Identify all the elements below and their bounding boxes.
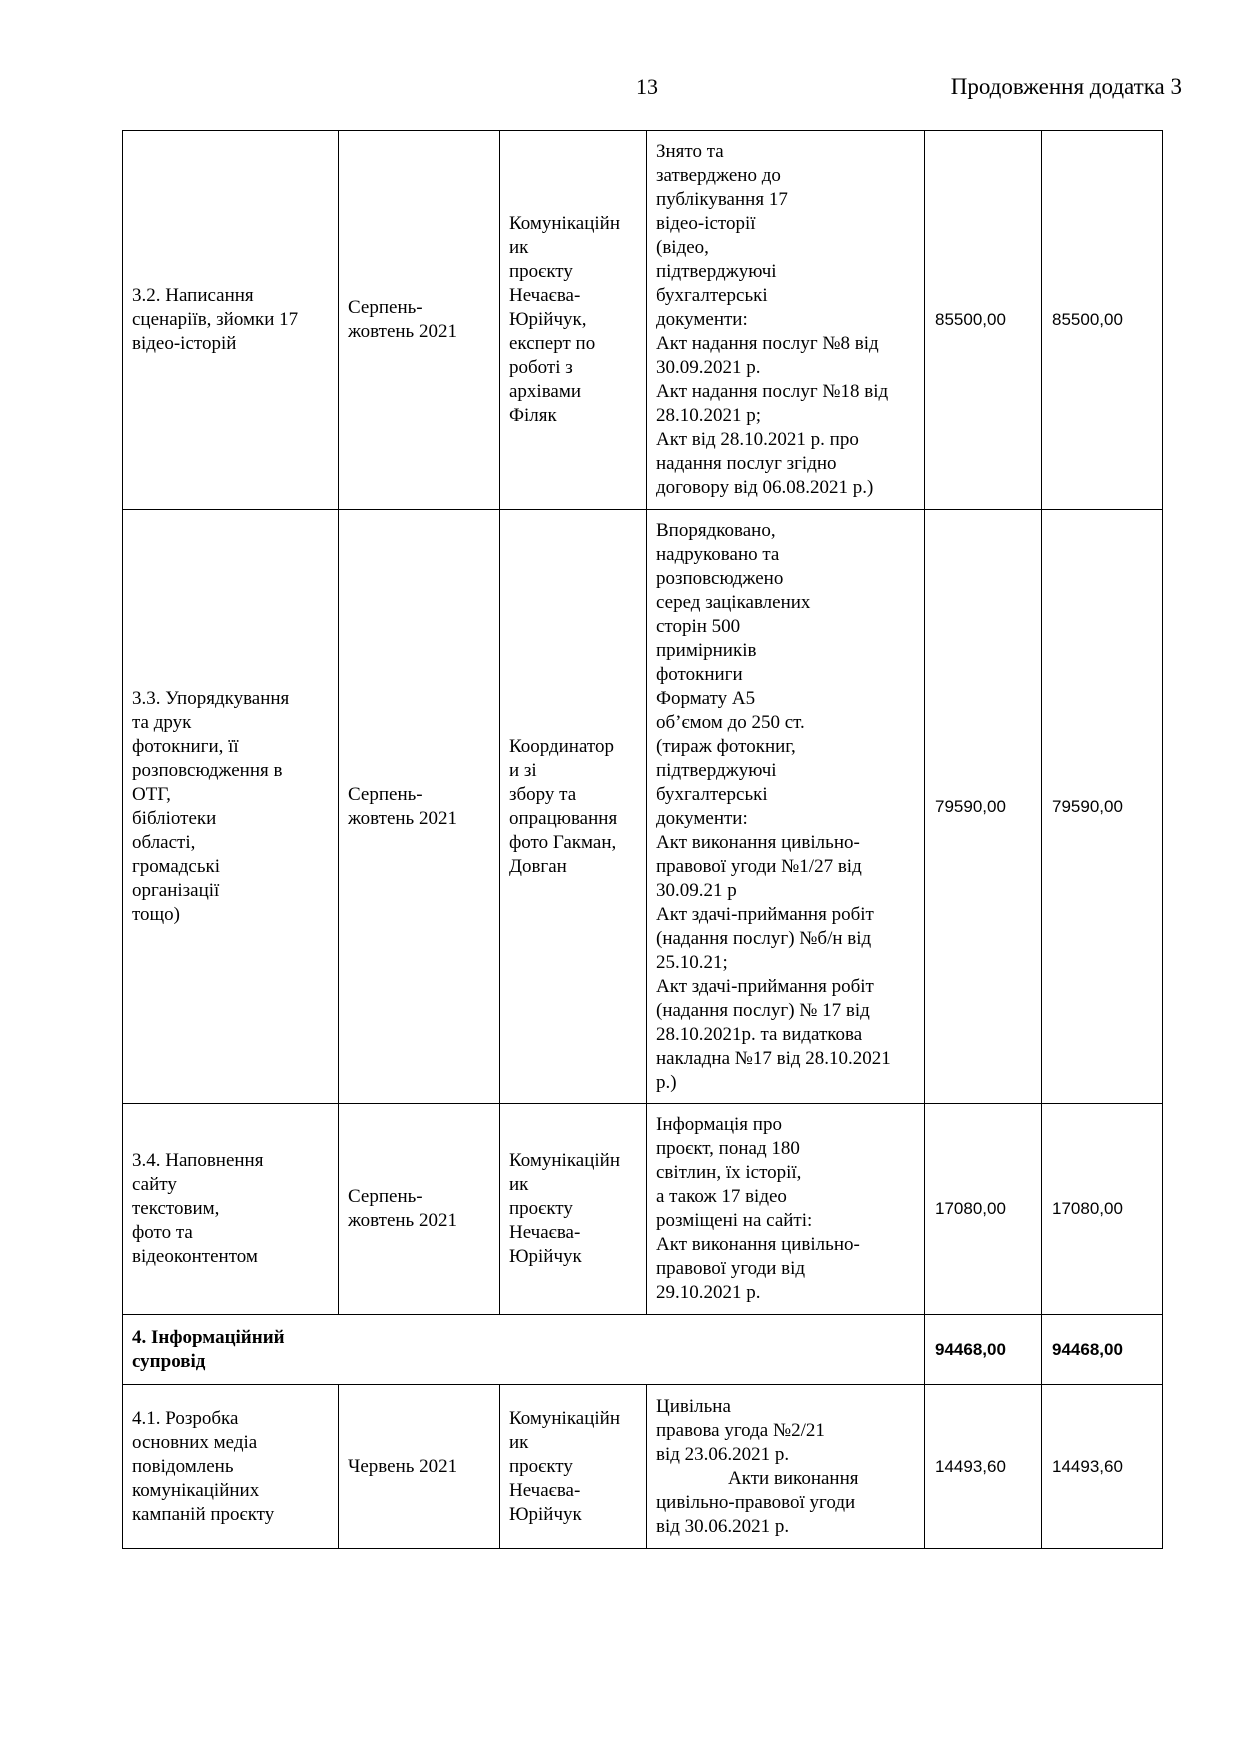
cell-line: Координатор: [509, 735, 614, 757]
responsible-cell: [500, 510, 647, 1104]
cell-line: Формату А5: [656, 687, 756, 709]
result-cell: [647, 1385, 925, 1549]
cell-line: сценаріїв, зйомки 17: [132, 309, 299, 330]
cell-line: Юрійчук: [509, 1503, 582, 1525]
cell-line: договору від 06.08.2021 р.): [656, 477, 874, 498]
cell-line: Акт від 28.10.2021 р. про: [656, 429, 859, 450]
activity-cell: [123, 131, 339, 510]
cell-line: Юрійчук: [509, 1246, 582, 1267]
cell-line: ик: [509, 1174, 529, 1195]
cell-line: Нечаєва-: [509, 285, 581, 306]
cell-line: Акт здачі-приймання робіт: [656, 903, 874, 925]
cell-line: від 30.06.2021 р.: [656, 1515, 790, 1537]
cell-line: 30.09.21 р: [656, 879, 737, 901]
cell-line: області,: [132, 831, 196, 853]
period-cell: [339, 131, 500, 510]
cell-line: Цивільна: [656, 1395, 731, 1417]
table-row: [123, 1385, 1163, 1549]
cell-line: фотокниги: [656, 663, 743, 685]
result-cell: [647, 1104, 925, 1315]
responsible-cell: [500, 1104, 647, 1315]
activity-cell: [123, 1385, 339, 1549]
cell-line: затверджено до: [656, 165, 781, 186]
cell-line: проєкту: [509, 1455, 573, 1477]
cell-line: накладна №17 від 28.10.2021: [656, 1047, 891, 1069]
activity-cell: [123, 510, 339, 1104]
table-row: [123, 510, 1163, 1104]
cell-line: проєкту: [509, 1198, 573, 1219]
cell-line: Акт надання послуг №18 від: [656, 381, 889, 402]
cell-line: відео-історії: [656, 213, 756, 234]
cell-line: розповсюджено: [656, 567, 784, 589]
cell-line: (надання послуг) №б/н від: [656, 927, 872, 949]
cell-line: фотокниги, її: [132, 735, 239, 757]
cell-line: ОТГ,: [132, 783, 171, 805]
amount-planned-cell: 85500,00: [925, 131, 1042, 510]
cell-line: Комунікаційн: [509, 1150, 620, 1171]
section-row: [123, 1315, 1163, 1385]
cell-line: 4. Інформаційний: [132, 1326, 285, 1348]
result-cell: [647, 131, 925, 510]
period-cell: [339, 1385, 500, 1549]
cell-line: Серпень-: [348, 297, 423, 318]
period-cell: [339, 1104, 500, 1315]
report-table-body: [123, 131, 1163, 1549]
cell-line: 30.09.2021 р.: [656, 357, 761, 378]
cell-line: Впорядковано,: [656, 519, 776, 541]
cell-line: світлин, їх історії,: [656, 1162, 802, 1183]
cell-line: серед зацікавлених: [656, 591, 811, 613]
section-amount-actual: 94468,00: [1042, 1315, 1163, 1385]
cell-line: повідомлень: [132, 1455, 234, 1477]
cell-line: 29.10.2021 р.: [656, 1282, 761, 1303]
cell-line: проєкт, понад 180: [656, 1138, 800, 1159]
cell-line: сторін 500: [656, 615, 741, 637]
cell-line: кампаній проєкту: [132, 1503, 275, 1525]
cell-line: 4.1. Розробка: [132, 1407, 239, 1429]
cell-line: текстовим,: [132, 1198, 220, 1219]
cell-line: и зі: [509, 759, 537, 781]
cell-line: експерт по: [509, 333, 596, 354]
cell-line: основних медіа: [132, 1431, 258, 1453]
responsible-cell: [500, 131, 647, 510]
cell-line: Комунікаційн: [509, 213, 620, 234]
cell-line: Акт виконання цивільно-: [656, 1234, 860, 1255]
cell-line: р.): [656, 1071, 677, 1093]
cell-line: сайту: [132, 1174, 177, 1195]
cell-line: опрацювання: [509, 807, 618, 829]
responsible-cell: [500, 1385, 647, 1549]
cell-line: (тираж фотокниг,: [656, 735, 796, 757]
section-title-cell: [123, 1315, 925, 1385]
cell-line: розміщені на сайті:: [656, 1210, 813, 1231]
cell-line: 28.10.2021р. та видаткова: [656, 1023, 863, 1045]
cell-line: фото Гакман,: [509, 831, 617, 853]
cell-line: відео-історій: [132, 333, 237, 354]
cell-line: Знято та: [656, 141, 724, 162]
cell-line: правова угода №2/21: [656, 1419, 825, 1441]
cell-line: від 23.06.2021 р.: [656, 1443, 790, 1465]
activity-cell: [123, 1104, 339, 1315]
cell-line: 28.10.2021 р;: [656, 405, 762, 426]
cell-line: жовтень 2021: [348, 321, 457, 342]
cell-line: а також 17 відео: [656, 1186, 787, 1207]
cell-line: публікування 17: [656, 189, 788, 210]
cell-line: та друк: [132, 711, 192, 733]
cell-line: бухгалтерські: [656, 285, 768, 306]
cell-line: громадські: [132, 855, 221, 877]
page-number: 13: [636, 74, 658, 99]
amount-actual-cell: 17080,00: [1042, 1104, 1163, 1315]
cell-line: роботі з: [509, 357, 573, 378]
cell-line: Акт надання послуг №8 від: [656, 333, 879, 354]
table-row: [123, 131, 1163, 510]
cell-line: жовтень 2021: [348, 807, 457, 829]
cell-line: Акт здачі-приймання робіт: [656, 975, 874, 997]
cell-line: Юрійчук,: [509, 309, 587, 330]
cell-line: проєкту: [509, 261, 573, 282]
result-cell: [647, 510, 925, 1104]
table-row: [123, 1104, 1163, 1315]
cell-line: комунікаційних: [132, 1479, 260, 1501]
cell-line: надання послуг згідно: [656, 453, 837, 474]
cell-line: Нечаєва-: [509, 1222, 581, 1243]
cell-line: Акт виконання цивільно-: [656, 831, 860, 853]
amount-planned-cell: 14493,60: [925, 1385, 1042, 1549]
cell-line: тощо): [132, 903, 181, 925]
cell-line: Серпень-: [348, 783, 423, 805]
cell-line: об’ємом до 250 ст.: [656, 711, 805, 733]
cell-line: Червень 2021: [348, 1455, 458, 1477]
report-table: [122, 130, 1163, 1549]
cell-line: Філяк: [509, 405, 557, 426]
cell-line: бібліотеки: [132, 807, 217, 829]
cell-line: підтверджуючі: [656, 261, 777, 282]
cell-line: Довган: [509, 855, 567, 877]
cell-line: Нечаєва-: [509, 1479, 581, 1501]
cell-line: документи:: [656, 309, 748, 330]
cell-line: 3.2. Написання: [132, 285, 254, 306]
cell-line: примірників: [656, 639, 757, 661]
amount-planned-cell: 79590,00: [925, 510, 1042, 1104]
cell-line: супровід: [132, 1350, 206, 1372]
period-cell: [339, 510, 500, 1104]
cell-line: Акти виконання: [728, 1467, 859, 1489]
cell-line: (надання послуг) № 17 від: [656, 999, 870, 1021]
cell-line: 3.4. Наповнення: [132, 1150, 264, 1171]
cell-line: збору та: [509, 783, 577, 805]
cell-line: Комунікаційн: [509, 1407, 620, 1429]
cell-line: 3.3. Упорядкування: [132, 687, 290, 709]
amount-actual-cell: 85500,00: [1042, 131, 1163, 510]
cell-line: ик: [509, 1431, 529, 1453]
cell-line: відеоконтентом: [132, 1246, 258, 1267]
continuation-label: Продовження додатка 3: [950, 74, 1182, 99]
cell-line: Інформація про: [656, 1114, 782, 1135]
cell-line: цивільно-правової угоди: [656, 1491, 856, 1513]
cell-line: Серпень-: [348, 1186, 423, 1207]
cell-line: архівами: [509, 381, 582, 402]
cell-line: організації: [132, 879, 220, 901]
cell-line: підтверджуючі: [656, 759, 777, 781]
cell-line: документи:: [656, 807, 748, 829]
cell-line: правової угоди від: [656, 1258, 806, 1279]
cell-line: бухгалтерські: [656, 783, 768, 805]
cell-line: 25.10.21;: [656, 951, 728, 973]
cell-line: розповсюдження в: [132, 759, 283, 781]
cell-line: правової угоди №1/27 від: [656, 855, 862, 877]
section-amount-planned: 94468,00: [925, 1315, 1042, 1385]
cell-line: (відео,: [656, 237, 709, 258]
amount-actual-cell: 14493,60: [1042, 1385, 1163, 1549]
amount-actual-cell: 79590,00: [1042, 510, 1163, 1104]
cell-line: фото та: [132, 1222, 193, 1243]
cell-line: жовтень 2021: [348, 1210, 457, 1231]
amount-planned-cell: 17080,00: [925, 1104, 1042, 1315]
cell-line: ик: [509, 237, 529, 258]
cell-line: надруковано та: [656, 543, 780, 565]
